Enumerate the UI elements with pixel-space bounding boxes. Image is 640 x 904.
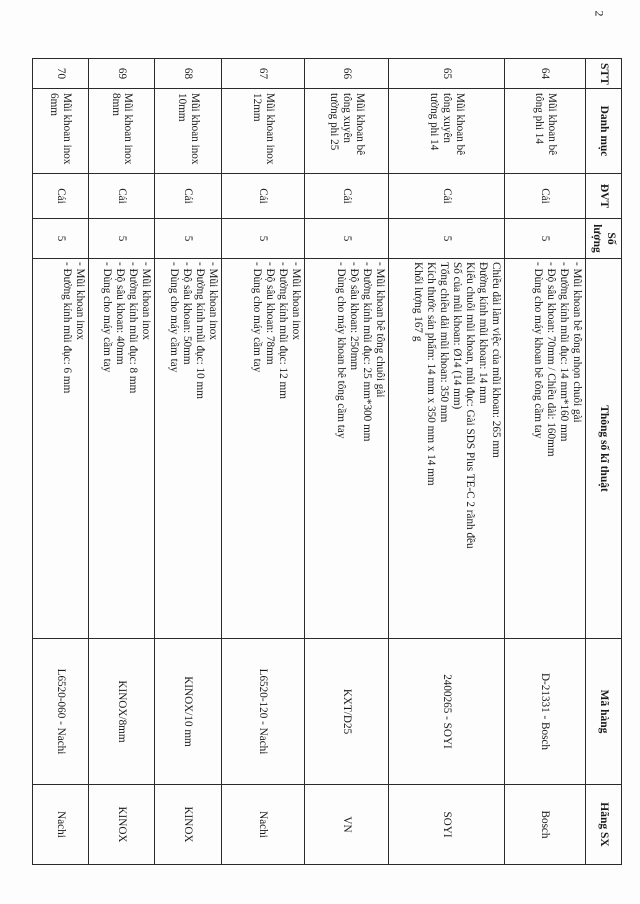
- spec-line: - Mũi khoan inox: [290, 262, 303, 340]
- row-unit: Cái: [221, 174, 305, 219]
- row-stt: 66: [305, 59, 389, 89]
- row-unit: Cái: [504, 174, 585, 219]
- row-name: Mũi khoan inox 10mm: [155, 89, 221, 174]
- row-name: Mũi khoan inox 12mm: [221, 89, 305, 174]
- row-specs: [305, 259, 389, 639]
- header-specs: Thông số kĩ thuật: [586, 259, 622, 639]
- spec-line: - Mũi khoan inox: [73, 262, 86, 340]
- row-unit: Cái: [305, 174, 389, 219]
- row-maker: Nachi: [33, 785, 89, 865]
- row-code: KINOX/8mm: [88, 639, 154, 785]
- row-stt: 65: [388, 59, 504, 89]
- row-code: 2400265 - SOYI: [388, 639, 504, 785]
- row-specs: [221, 259, 305, 639]
- row-maker: VN: [305, 785, 389, 865]
- row-qty: 5: [305, 219, 389, 259]
- row-code: D-21331 - Bosch: [504, 639, 585, 785]
- spec-line: - Đường kính mũi đục: 14 mm*160 mm: [558, 262, 571, 442]
- spec-line: - Dùng cho máy cầm tay: [101, 262, 114, 373]
- table-container: [32, 58, 622, 864]
- header-stt: STT: [586, 59, 622, 89]
- table-body: [33, 59, 586, 865]
- spec-line: - Đường kính mũi đục: 12 mm: [277, 262, 290, 399]
- row-name: Mũi khoan bê tông xuyên tường phi 14: [388, 89, 504, 174]
- table-row: [504, 59, 585, 865]
- table-row: [88, 59, 154, 865]
- row-qty: 5: [504, 219, 585, 259]
- table-row: [388, 59, 504, 865]
- row-qty: 5: [155, 219, 221, 259]
- spec-line: Số của mũi khoan: Ø14 (14 mm): [450, 262, 463, 410]
- row-qty: 5: [33, 219, 89, 259]
- spec-line: - Dùng cho máy cầm tay: [251, 262, 264, 373]
- spec-line: Khối lượng 167 g: [411, 262, 424, 342]
- spec-line: - Độ sâu khoan: 250mm: [347, 262, 360, 371]
- spec-line: - Đường kính mũi đục: 10 mm: [193, 262, 206, 399]
- spec-line: - Mũi khoan bê tông chuôi gài: [373, 262, 386, 398]
- spec-line: Chiều dài làm việc của mũi khoan: 265 mm: [489, 262, 502, 458]
- table-row: [221, 59, 305, 865]
- spec-line: - Độ sâu khoan: 50mm: [180, 262, 193, 365]
- spec-line: - Đường kính mũi đục: 6 mm: [60, 262, 73, 394]
- spec-line: Kiểu chuôi mũi khoan, mũi đục: Gài SDS Plus TE-C 2 rãnh đều: [463, 262, 476, 549]
- rotated-table-frame: [32, 58, 622, 864]
- spec-line: - Mũi khoan inox: [206, 262, 219, 340]
- row-specs: [33, 259, 89, 639]
- spec-line: - Độ sâu khoan: 78mm: [264, 262, 277, 365]
- spec-line: - Dùng cho máy cầm tay: [167, 262, 180, 373]
- spec-line: - Độ sâu khoan: 70mm / Chiều dài: 160mm: [545, 262, 558, 457]
- row-name: Mũi khoan inox 8mm: [88, 89, 154, 174]
- table-row: [305, 59, 389, 865]
- spec-line: - Đường kính mũi đục: 25 mm*300 mm: [360, 262, 373, 442]
- row-unit: Cái: [388, 174, 504, 219]
- spec-line: - Dùng cho máy khoan bê tông cầm tay: [334, 262, 347, 439]
- row-code: KXT/D25: [305, 639, 389, 785]
- page-number: 2: [592, 10, 607, 17]
- row-name: Mũi khoan bê tông xuyên tường phi 25: [305, 89, 389, 174]
- spec-line: - Độ sâu khoan: 40mm: [114, 262, 127, 365]
- row-specs: [388, 259, 504, 639]
- row-unit: Cái: [88, 174, 154, 219]
- row-code: L6520-060 - Nachi: [33, 639, 89, 785]
- row-stt: 67: [221, 59, 305, 89]
- header-maker: Hãng SX: [586, 785, 622, 865]
- row-maker: SOYI: [388, 785, 504, 865]
- spec-line: - Mũi khoan inox: [140, 262, 153, 340]
- row-maker: Nachi: [221, 785, 305, 865]
- row-maker: Bosch: [504, 785, 585, 865]
- row-stt: 64: [504, 59, 585, 89]
- row-code: KINOX/10 mm: [155, 639, 221, 785]
- table-row: [155, 59, 221, 865]
- row-qty: 5: [88, 219, 154, 259]
- spec-line: Tổng chiều dài mũi khoan: 350 mm: [437, 262, 450, 423]
- table-row: [33, 59, 89, 865]
- row-qty: 5: [221, 219, 305, 259]
- table-header-row: [586, 59, 622, 865]
- spec-line: Đường kính mũi khoan: 14 mm: [476, 262, 489, 404]
- header-code: Mã hàng: [586, 639, 622, 785]
- row-stt: 68: [155, 59, 221, 89]
- spec-line: - Dùng cho máy khoan bê tông cầm tay: [532, 262, 545, 439]
- spec-line: - Mũi khoan bê tông nhọn chuôi gài: [571, 262, 583, 423]
- header-unit: ĐVT: [586, 174, 622, 219]
- row-stt: 70: [33, 59, 89, 89]
- spec-line: - Đường kính mũi đục: 8 mm: [127, 262, 140, 394]
- spec-line: Kích thước sản phẩm: 14 mm x 350 mm x 14 mm: [424, 262, 437, 486]
- row-specs: [504, 259, 585, 639]
- row-specs: [155, 259, 221, 639]
- row-code: L6520-120 - Nachi: [221, 639, 305, 785]
- row-maker: KINOX: [88, 785, 154, 865]
- row-unit: Cái: [155, 174, 221, 219]
- header-name: Danh mục: [586, 89, 622, 174]
- product-spec-table: [32, 58, 622, 865]
- row-name: Mũi khoan bê tông phi 14: [504, 89, 585, 174]
- row-maker: KINOX: [155, 785, 221, 865]
- row-stt: 69: [88, 59, 154, 89]
- row-name: Mũi khoan inox 6mm: [33, 89, 89, 174]
- row-unit: Cái: [33, 174, 89, 219]
- row-qty: 5: [388, 219, 504, 259]
- header-qty: Số lượng: [586, 219, 622, 259]
- row-specs: [88, 259, 154, 639]
